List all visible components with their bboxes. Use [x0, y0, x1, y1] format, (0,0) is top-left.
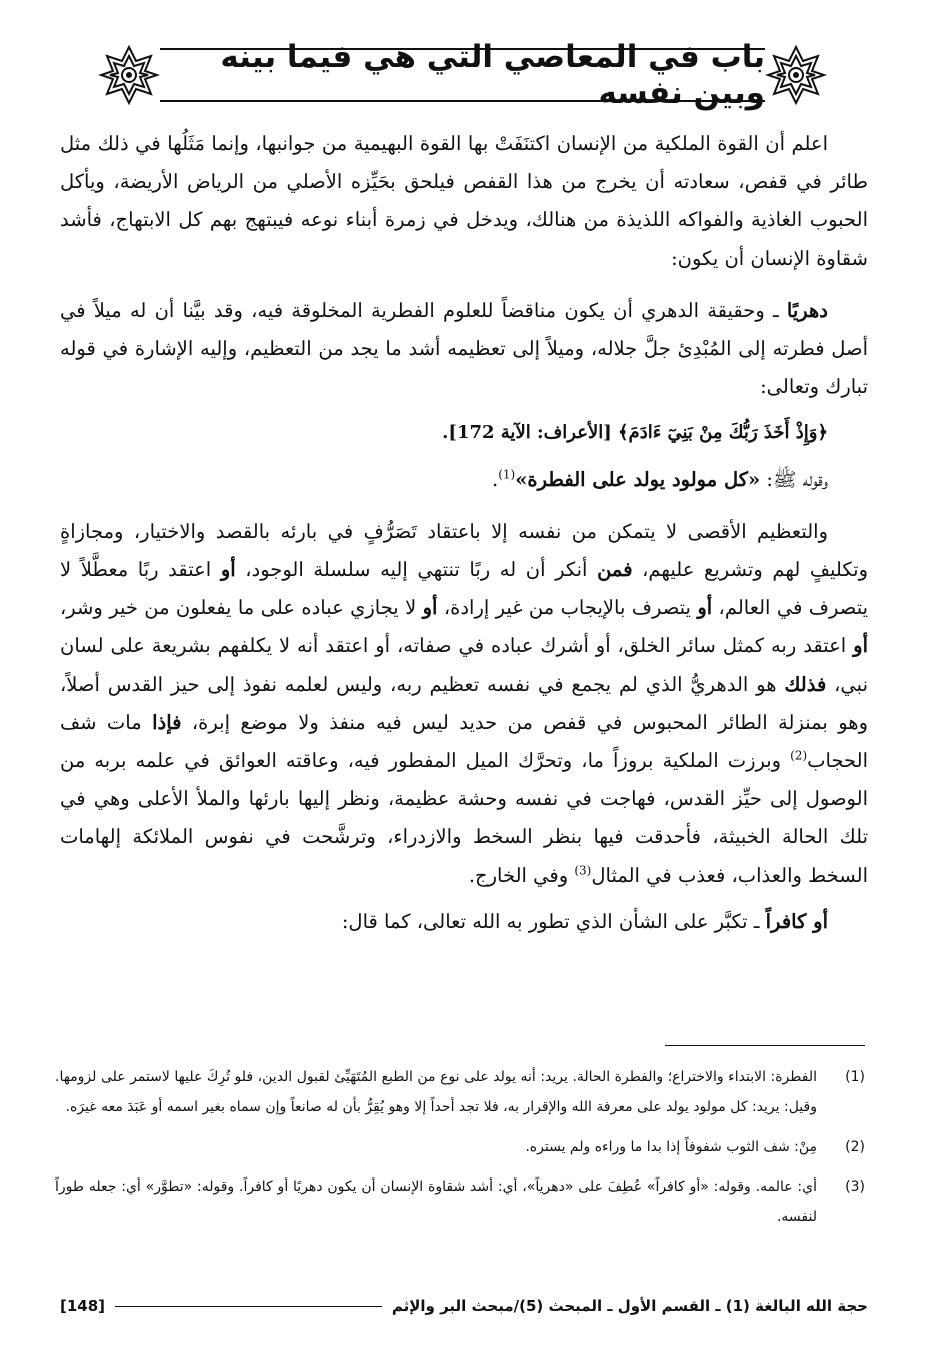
paragraph-4: أو كافراً ـ تكبَّر على الشأن الذي تطور به الله تعالى، كما قال:: [341, 909, 828, 933]
paragraph-2-text: ـ وحقيقة الدهري أن يكون مناقضاً للعلوم الفطرية المخلوقة فيه، وقد بيَّنا أن له ميلاً في أصل فطرته إلى المُبْدِئ جلَّ جلاله، وميلاً إلى تعظيمه أشد ما يجد من التعظيم، وإليه الإشارة في قوله تبارك وتعالى:: [60, 298, 868, 399]
footnote-number: (2): [845, 1139, 865, 1155]
footnote-text: أي: عالمه. وقوله: «أو كافراً» عُطِفَ على «دهرياً»، أي: أشد شقاوة الإنسان أن يكون دهريًا أو كافراً. وقوله: «تطوَّر» أي: جعله طوراً لنفسه.: [55, 1179, 817, 1225]
footnote-number: (1): [845, 1069, 865, 1085]
footnote-2: [55, 1132, 865, 1162]
hadith-intro: وقوله ﷺ:: [760, 467, 828, 491]
footnotes: [55, 1062, 865, 1242]
header-rule-bottom: [160, 100, 765, 102]
term-kafir: أو كافراً: [765, 909, 828, 933]
chapter-title: باب في المعاصي التي هي فيما بينه وبين نفسه: [220, 39, 765, 111]
footnote-text: الفطرة: الابتداء والاختراع؛ والفطرة الحالة. يريد: أنه يولد على نوع من الطبع المُتَهَيِّئ لقبول الدين، فلو تُرِكَ عليها لاستمر على لزومها. وقيل: يريد: كل مولود يولد على معرفة الله والإقرار به، فلا تجد أحداً إلا وهو يُقِرُّ بأن له صانعاً وإن سماه بغير اسمه أو عَبَدَ معه غيرَه.: [55, 1069, 817, 1115]
footnote-ref-3: (3): [574, 863, 592, 878]
chapter-header: [100, 40, 825, 110]
hadith-line: وقوله ﷺ: «كل مولود يولد على الفطرة»$^{(1)}$.: [491, 467, 828, 491]
footnote-3: [55, 1172, 865, 1232]
paragraph-3: والتعظيم الأقصى لا يتمكن من نفسه إلا باعتقاد تَصَرُّفٍ في بارئه بالقصد والاختيار، ومجازاةٍ وتكليفٍ لهم وتشريع عليهم، فمن أنكر أن له ربًا تنتهي إليه سلسلة الوجود، أو اعتقد ربًا معطَّلاً لا يتصرف في العالم، أو يتصرف بالإيجاب من غير إرادة، أو لا يجازي عباده على ما يفعلون من خير وشر، أو اعتقد ربه كمثل سائر الخلق، أو أشرك عباده في صفاته، أو اعتقد أنه لا يكلفهم بشريعة على لسان نبي، فذلك هو الدهريُّ الذي لم يجمع في نفسه تعظيم ربه، وليس لعلمه نفوذ إلى حيز القدس أصلاً، وهو بمنزلة الطائر المحبوس في قفص من حديد ليس فيه منفذ ولا موضع إبرة، فإذا مات شف الحجاب$^{(2)}$ وبرزت الملكية بروزاً ما، وتحرَّك الميل المفطور فيه، وعاقته العوائق في علمه بربه من الوصول إلى حيِّز القدس، فهاجت في نفسه وحشة عظيمة، ونظر إليها بارئها والملأ الأعلى وهي في تلك الحالة الخبيثة، فأحدقت فيها بنظر السخط والازدراء، وترشَّحت في نفوس الملائكة إلهامات السخط والعذاب، فعذب في المثال$^{(3)}$ وفي الخارج.: [60, 519, 869, 887]
page-number: [148]: [60, 1297, 106, 1315]
footnote-1: [55, 1062, 865, 1122]
paragraph-2: [60, 292, 868, 407]
quran-verse: ﴿وَإِذْ أَخَذَ رَبُّكَ مِنْ بَنِيٓ ءَادَمَ﴾ [الأعراف: الآية 172].: [442, 422, 828, 444]
paragraph-1: اعلم أن القوة الملكية من الإنسان اكتنَفَتْ بها القوة البهيمية من جوانبها، وإنما مَثَلُها في ذلك مثل طائر في قفص، سعادته أن يخرج من هذا القفص فيلحق بحَيِّزه الأصلي من الرياض الأريضة، ويأكل الحبوب الغاذية والفواكه اللذيذة من هنالك، ويدخل في زمرة أبناء نوعه فيبتهج بهم كل الابتهاج، فأشد شقاوة الإنسان أن يكون:: [60, 132, 868, 270]
hadith-text: «كل مولود يولد على الفطرة»: [515, 467, 761, 491]
page-footer: [60, 1292, 868, 1320]
term-dahri: دهريًا: [786, 298, 828, 322]
footnote-ref-1: (1): [498, 467, 516, 482]
star-ornament-icon: [765, 44, 827, 106]
running-footer-title: حجة الله البالغة (1) ـ القسم الأول ـ المبحث (5)/مبحث البر والإثم: [391, 1297, 868, 1315]
footnote-text: مِنْ: شف الثوب شفوفاً إذا بدا ما وراءه ولم يستره.: [525, 1139, 817, 1155]
footnote-ref-2: (2): [790, 748, 808, 763]
footer-rule: [115, 1306, 382, 1307]
footnote-separator: [665, 1045, 865, 1046]
footnote-number: (3): [845, 1179, 865, 1195]
main-text: [60, 125, 868, 941]
star-ornament-icon: [98, 44, 160, 106]
